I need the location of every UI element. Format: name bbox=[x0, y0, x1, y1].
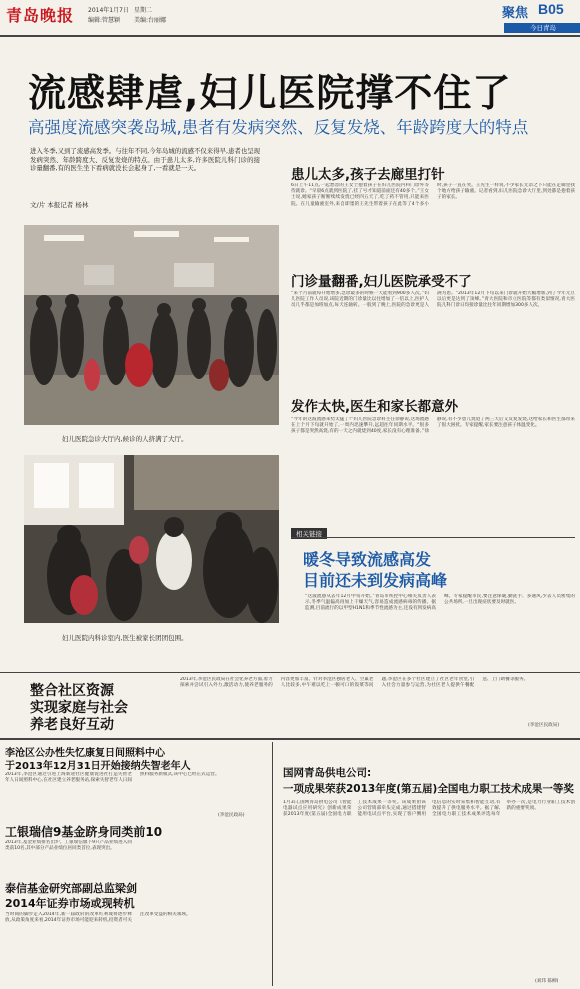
eldercare-title-line-2: 实现家庭与社会 bbox=[30, 700, 128, 716]
photo-clinic-room bbox=[24, 455, 279, 623]
row2-top-rule bbox=[0, 672, 580, 673]
related-rule bbox=[291, 537, 575, 538]
editor-credit: 编辑:管慧颖 bbox=[88, 17, 121, 24]
story-3-title-line-1: 泰信基金研究部副总监梁剑 bbox=[5, 882, 137, 895]
caption-photo-2: 妇儿医院内科诊室内,医生被家长团团包围。 bbox=[62, 634, 188, 642]
related-body: “这波流感从去年12月中旬开始。”青岛市疾控中心相关负责人表示,冬季气温偏高再加上干燥天气,容易造成流感病毒的传播。据监测,目前流行的以甲型H1N1和季节性流感为主,还没有到发病高峰。专家提醒市民,要注意保暖,勤洗手、多通风,少去人员密集的公共场所,一旦出现症状要及时就医。 bbox=[305, 594, 575, 612]
masthead-rule bbox=[0, 35, 580, 37]
page-number: B05 bbox=[538, 1, 564, 17]
row3-column-rule bbox=[272, 742, 273, 986]
eldercare-body: 2013年,李沧区民政局在社会化养老方面,着力探索并尝试引入外力,激活动力,使养老服务的内容更加丰富。针对李沧区独居老人、空巢老人比较多,中午难以吃上一顿可口的饭菜等问题,李沧区在多个社区建立了社区老年食堂,引入社会力量参与运营,为社区老人提供午餐配送、上门助餐等服务。 bbox=[180, 677, 529, 689]
story-1-title-line-2: 于2013年12月31日开始接纳失智老年人 bbox=[5, 761, 191, 772]
story-1-title-line-1: 李沧区公办性失忆康复日间照料中心 bbox=[5, 748, 165, 759]
newspaper-logo: 青岛晚报 bbox=[6, 6, 75, 25]
caption-photo-1: 妇儿医院急诊大厅内,候诊的人挤满了大厅。 bbox=[62, 435, 188, 443]
story-1-body: 2013年,李沧区通过引进上海新途社区健康促进社打造失智老年人日间照料中心,在社区建立养老服务站,探索失智老年人日间照料服务新模式,该中心已经正式运营。 bbox=[5, 772, 220, 784]
masthead bbox=[0, 0, 580, 36]
section-heading-1: 患儿太多,孩子去廊里打针 bbox=[291, 167, 445, 183]
photo-emergency-hall bbox=[24, 225, 279, 425]
related-tag: 相关链接 bbox=[291, 528, 327, 539]
issue-date: 2014年1月7日 bbox=[88, 7, 129, 14]
art-credit: 美编:台丽娜 bbox=[134, 17, 167, 24]
story-2-title: 工银瑞信9基金跻身同类前10 bbox=[5, 825, 163, 839]
lead-byline: 文/片 本报记者 杨林 bbox=[30, 201, 89, 209]
section-label: 聚焦 bbox=[502, 6, 529, 21]
subsection-label: 今日青岛 bbox=[530, 24, 556, 32]
eldercare-source: (李沧区民政局) bbox=[528, 723, 560, 728]
lead-title: 流感肆虐,妇儿医院撑不住了 bbox=[28, 71, 512, 115]
grid-story-source: (刘玮 陈柳) bbox=[535, 979, 559, 984]
story-3-body: 当时间的脚步走入2014年,新一届政府的改革红利或将逐步释放,从政策角度来看,2014年证券市场可能迎来转机,投资者可关注改革受益的相关领域。 bbox=[5, 912, 191, 924]
section-body-2: “来个月前就每开始增多,急诊最多的时候一天能看到900多人次。”妇儿医院工作人员说,该院近期的门诊量比以往增加了一倍以上,医护人员几乎都是加班加点,每天连轴转。一般到了晚上,医院的急诊更是人满为患。“2013年12月下旬以来门诊就开始大幅增加,到了今年元旦以后更是达到了顶峰。”青大医院和市立医院等都有类似情况,青大医院儿科门诊日均接诊量比往年同期增加300多人次。 bbox=[291, 291, 575, 309]
eldercare-title-line-1: 整合社区资源 bbox=[30, 683, 114, 699]
grid-story-body: 1月3日,国网青岛供电公司《智能电器试点应用研究》创新成果荣获2013年度(第五届)全国电力职工技术成果一等奖。该成果由该公司营销部牵头完成,通过搭建智能用电试点平台,实现了客户侧用电信息的实时采集和智能互动,有效提升了供电服务水平。据了解,全国电力职工技术成果评选每年举办一次,是电力行业职工技术创新的重要奖项。 bbox=[283, 800, 575, 818]
story-1-source: (李沧民政局) bbox=[218, 813, 245, 818]
lead-intro: 进入冬季,又到了流感高发季。与往年不同,今年岛城的流感不仅来得早,患者也呈现发病突然、年龄跨度大、反复发烧的特点。由于患儿太多,许多医院儿科门诊的接诊量翻番,有的医生坐下看病就没长会起身了,一看就是一天。 bbox=[30, 147, 260, 173]
section-body-3: “今年的这波流感来势太猛了!”妇儿医院急诊科主任徐静说,这场流感在上个月下旬就开始了,一周内迅速攀升,远超往年同期水平。“很多孩子都是突然高烧,有的一天之内就烧到40度,家长没有心理准备。”徐静说,有不少患儿烧退了两三天后又反复发烧,这给家长和医生都带来了很大困扰。专家提醒,家长要注意孩子体温变化。 bbox=[291, 417, 575, 435]
grid-story-title-line-2: 一项成果荣获2013年度(第五届)全国电力职工技术成果一等奖 bbox=[283, 783, 574, 795]
related-title-line-1: 暖冬导致流感高发 bbox=[303, 550, 432, 569]
story-2-body: 2013年,基金业绩排名出炉。工银瑞信旗下9只产品业绩进入同类前10名,其中部分产品业绩位居同类首位,表现突出。 bbox=[5, 840, 132, 852]
eldercare-title-line-3: 养老良好互动 bbox=[30, 717, 114, 733]
story-3-title-line-2: 2014年证券市场或现转机 bbox=[5, 897, 135, 910]
section-body-1: 6日上午11点,一起愁容的王女士抱着孩子在妇儿医院内科门诊外等待就诊。“早晨6点就到医院了,挂了号才知道前面还有40多个。”王女士说,她家孩子断断续续发烧已经四五天了,吃了药不管用,只能来医院。在儿童输液室外,来自即墨的王先生带着孩子在此等了4个多小时,孩子一直在哭。王先生一样说,不少家长无奈之下只能在走廊里找个地方给孩子输液。记者看到,妇儿医院急诊大厅里,到处都是抱着孩子的家长。 bbox=[291, 183, 575, 207]
related-title-line-2: 目前还未到发病高峰 bbox=[303, 571, 448, 590]
section-heading-3: 发作太快,医生和家长都意外 bbox=[291, 399, 459, 415]
lead-subtitle: 高强度流感突袭岛城,患者有发病突然、反复发烧、年龄跨度大的特点 bbox=[28, 118, 529, 137]
issue-weekday: 星期二 bbox=[134, 7, 153, 14]
grid-story-title-line-1: 国网青岛供电公司: bbox=[283, 767, 372, 779]
row3-top-rule bbox=[0, 738, 580, 740]
section-heading-2: 门诊量翻番,妇儿医院承受不了 bbox=[291, 274, 472, 290]
